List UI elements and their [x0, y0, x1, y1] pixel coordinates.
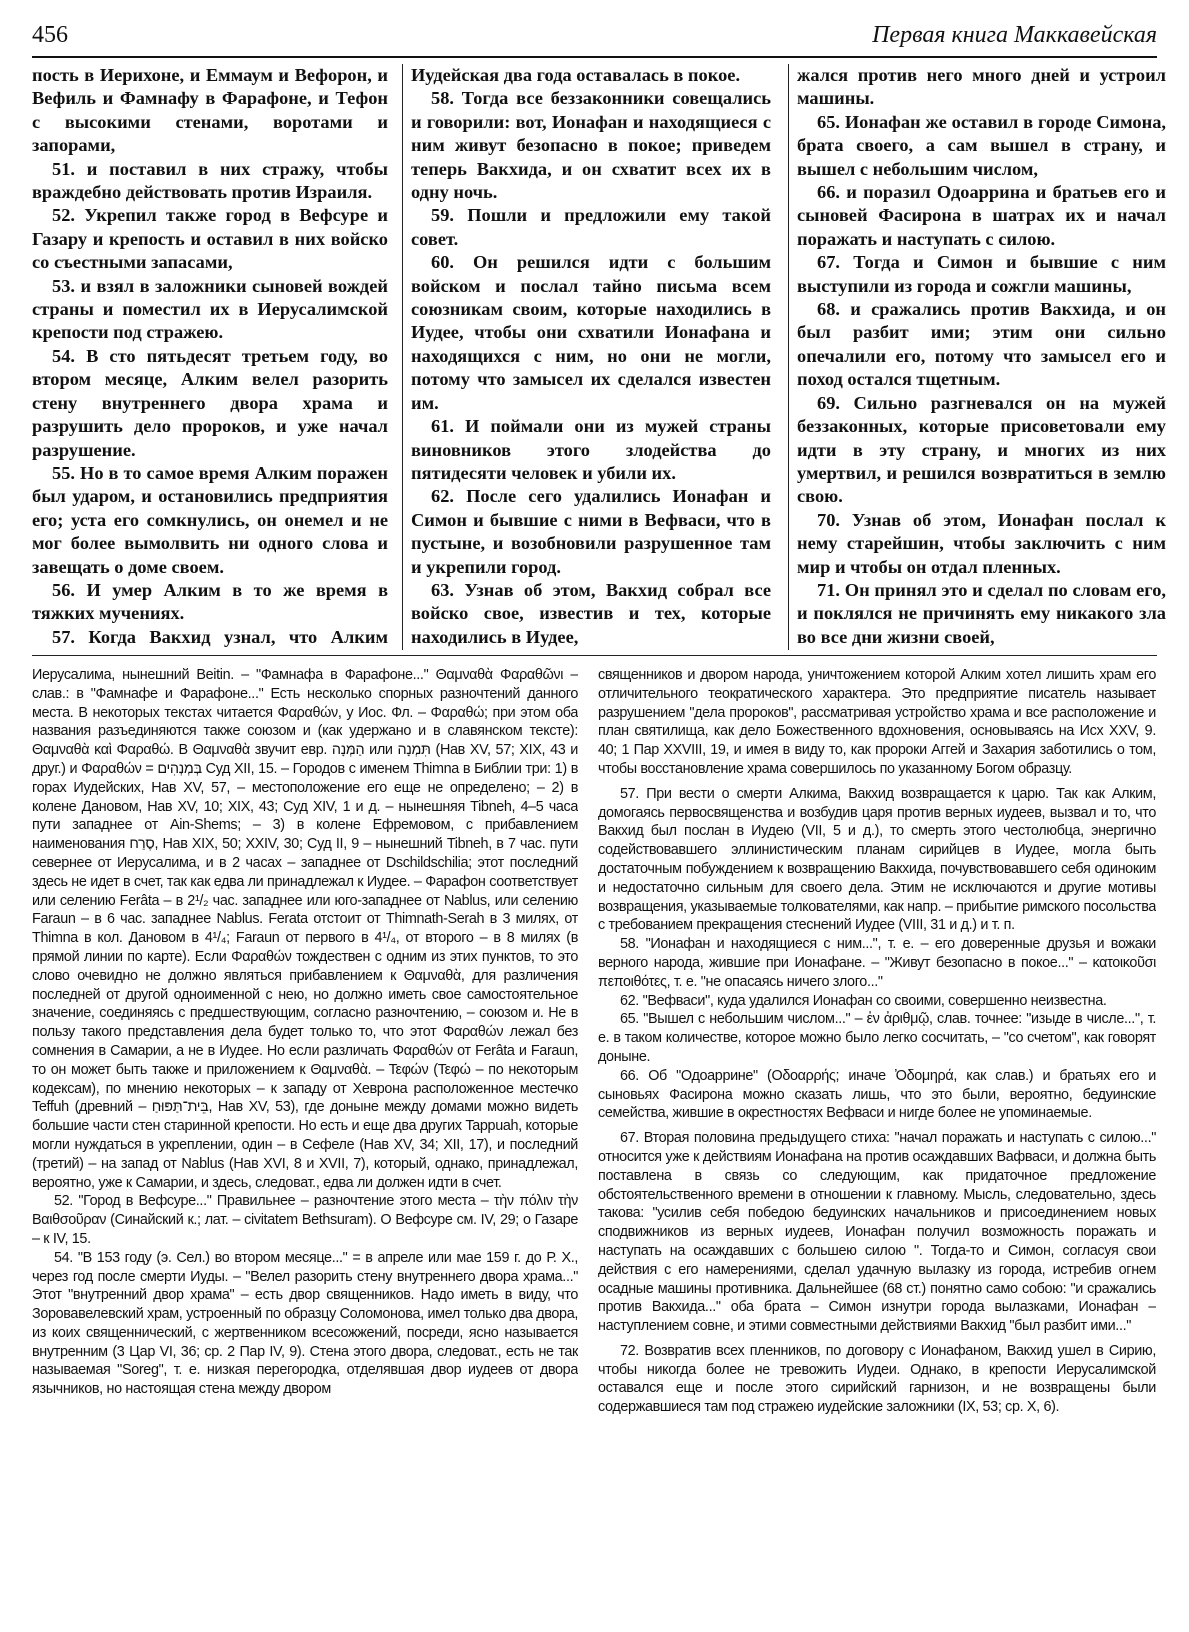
commentary-paragraph: Иерусалима, нынешний Beitin. – "Фамнафа в Фарафоне..." Θαμναθὰ Φαραθῶνι – слав.: в "Фамнафе и Фарафоне..." Есть несколько спорных разночтений данного места. В некоторых текстах читается Φαραθών, у Иос. Фл. – Φαραθώ; при этом оба названия разъединяются также союзом и (как удержано и в славянском тексте): Θαμναθὰ καὶ Φαραθώ. В Θαμναθὰ звучит евр. הַמְּנָה или תִּמְנָה (Нав XV, 57; XIX, 43 и друг.) и Φαραθών = בְּמְנְהִים Суд XII, 15. – Городов с именем Thimna в Библии три: 1) в горах Иудейских, Нав XV, 57, – местоположение его еще не определено; – 2) в колене Дановом, Нав XV, 10; XIX, 43; Суд XIV, 1 и д. – нынешняя Tibneh, 4–5 часа пути западнее от Ain-Shems; – 3) в колене Ефремовом, с прибавлением наименования סֶרַח, Нав XIX, 50; XXIV, 30; Суд II, 9 – нынешний Tibneh, в 7 час. пути севернее от Иерусалима, и в 2 часах – западнее от Dschildschilia; этот последний здесь не идет в счет, так как едва ли принадлежал к Иудее. – Фарафон соответствует или селению Ferâta – в 2¹/₂ час. западнее или юго-западнее от Nablus, или селению Faraun – в 6 час. западнее Nablus. Ferata отстоит от Thimnath-Serah в 3 милях, от Thimna в кол. Дановом в 4¹/₄; Faraun от первого в 4¹/₄, от второго – в 8 милях (в прямой линии по карте). Если Φαραθών тождествен с одним из этих пунктов, то это слово очевидно не должно являться прибавлением к Θαμναθὰ, для различения последней от другой одноименной с нею, но должно иметь свое самостоятельное значение, соединяясь с предшествующим, согласно разночтению, – союзом и. Не в пользу такого представления дела будет только то, что этот Φαραθών лежал без сомнения в Самарии, а не в Иудее. Но если различать Φαραθών от Ferâta и Faraun, то он может быть также и приложением к Θαμναθὰ. – Τεφών (Τεφώ – по некоторым кодексам), по мнению некоторых – к западу от Хеврона расположенное местечко Teffuh (древний – בֵּית־תַּפּוּחַ, Нав XV, 53), где доныне между домами можно видеть большие части стен старинной крепости. Но есть и еще два других Tappuah, которые могли нуждаться в укреплении, один – в Сефеле (Нав XV, 34; XII, 17), и последний (третий) – на запад от Nablus (Нав XVI, 8 и XVII, 7), который, однако, принадлежал, вероятно, уже к Самарии, и здесь, следоват., едва ли должен идти в счет. — [32, 667, 578, 1191]
bible-verse: 56. И умер Алким в то же время в тяжких мучениях. — [32, 579, 388, 624]
commentary-column-left — [32, 666, 578, 1626]
bible-column-1 — [32, 64, 388, 650]
bible-verse: 63. Узнав об этом, Вакхид собрал все войско свое, известив и тех, которые находились в Иудее, — [411, 579, 771, 647]
bible-verse: 61. И поймали они из мужей страны виновников этого злодейства до пятидесяти человек и убили их. — [411, 416, 771, 483]
bible-verse: 53. и взял в заложники сыновей вождей страны и поместил их в Иерусалимской крепости под стражею. — [32, 275, 388, 343]
bible-verse: 58. Тогда все беззаконники совещались и говорили: вот, Ионафан и находящиеся с ним живут безопасно в покое; приведем теперь Вакхида, и он схватит всех их в одну ночь. — [411, 88, 771, 203]
commentary-paragraph: 57. При вести о смерти Алкима, Вакхид возвращается к царю. Так как Алким, домогаясь первосвященства и возбудив царя против верных иудеев, вызвал и то, что Вакхид был послан в Иудею (VII, 5 и д.), то смерть этого честолюбца, энергично содействовавшего эллинистическим планам сирийцев в Иудее, могла быть достаточным побуждением к возвращению Вакхида, почувствовавшего себя одиноким и недостаточно сильным для своего дела. Этим не исключаются и другие мотивы возвращения, указываемые толкователями, как напр. – прибытие римского посольства с требованием прекращения стеснений Иудее (VIII, 31 и д.) и т. п. — [598, 785, 1156, 934]
running-title: Первая книга Маккавейская — [872, 22, 1157, 48]
bible-verse: 54. В сто пятьдесят третьем году, во втором месяце, Алким велел разорить стену внутреннего двора храма и разрушить дело пророков, и уже начал разрушение. — [32, 345, 388, 460]
bible-verse: 59. Пошли и предложили ему такой совет. — [411, 205, 771, 249]
commentary-paragraph: 62. "Вефваси", куда удалился Ионафан со своими, совершенно неизвестна. — [620, 992, 1107, 1009]
bible-verse: 71. Он принял это и сделал по словам его, и поклялся не причинять ему никакого зла во все дни жизни своей, — [797, 579, 1166, 647]
bible-verse: 51. и поставил в них стражу, чтобы враждебно действовать против Израиля. — [32, 158, 388, 203]
commentary-paragraph: 52. "Город в Вефсуре..." Правильнее – разночтение этого места – τὴν πόλιν τὴν Βαιθσοῦραν (Синайский к.; лат. – civitatem Bethsuram). О Вефсуре см. IV, 29; о Газаре – к IV, 15. — [32, 1193, 578, 1247]
bible-verse: жался против него много дней и устроил машины. — [797, 65, 1166, 109]
bible-column-2 — [402, 64, 771, 650]
bible-column-3 — [788, 64, 1166, 650]
bible-verse: 55. Но в то самое время Алким поражен был ударом, и остановились предприятия его; уста его сомкнулись, он онемел и не мог более вымолвить ни одного слова и завещать о доме своем. — [32, 462, 388, 577]
bible-verse — [411, 649, 771, 650]
bible-verse: 57. Когда Вакхид узнал, что Алким — [52, 626, 388, 647]
page-header — [32, 22, 1157, 58]
commentary-paragraph: 58. "Ионафан и находящиеся с ним...", т. е. – его доверенные друзья и вожаки верного народа, жившие при Ионафане. – "Живут безопасно в покое..." – κατοικοῦσι πεποιθότες, т. е. "не опасаясь ничего злого..." — [598, 936, 1156, 990]
bible-verse: 62. После сего удалились Ионафан и Симон и бывшие с ними в Вефваси, что в пустыне, и возобновили разрушенное там и укрепили город. — [411, 486, 771, 577]
commentary-paragraph: 65. "Вышел с небольшим числом..." – ἐν ἀριθμῷ, слав. точнее: "изыде в числе...", т. е. в таком количестве, которое можно было легко сосчитать, – "со счетом", как говорят доныне. — [598, 1011, 1156, 1065]
bible-verse: 66. и поразил Одоаррина и братьев его и сыновей Фасирона в шатрах их и начал поражать и наступать с силою. — [797, 182, 1166, 249]
bible-verse: 69. Сильно разгневался он на мужей беззаконных, которые присоветовали ему идти в эту страну, и многих из них умертвил, и решился возвратиться в землю свою. — [797, 392, 1166, 507]
bible-verse: 52. Укрепил также город в Вефсуре и Газару и крепость и оставил в них войско со съестными запасами, — [32, 205, 388, 273]
bible-verse: 65. Ионафан же оставил в городе Симона, брата своего, а сам вышел в страну, и вышел с небольшим числом, — [797, 111, 1166, 179]
bible-verse: 67. Тогда и Симон и бывшие с ним выступили из города и сожгли машины, — [797, 252, 1166, 296]
commentary-column-right — [598, 666, 1156, 1626]
bible-verse: 68. и сражались против Вакхида, и он был разбит ими; этим они сильно опечалили его, потому что замысел его и поход остался тщетным. — [797, 299, 1166, 390]
bible-verse: 70. Узнав об этом, Ионафан послал к нему старейшин, чтобы заключить с ним мир и чтобы он отдал пленных. — [797, 509, 1166, 577]
commentary-paragraph: 67. Вторая половина предыдущего стиха: "начал поражать и наступать с силою..." относится уже к действиям Ионафана на против осаждавших Вафваси, и должна быть поставлена в связь со следующим, как придаточное предложение обстоятельственного времени в отношении к главному. Мысль, следовательно, здесь такова: "усилив себя победою бедуинских начальников и присоединением новых сподвижников из верных иудеев, Ионафан получил возможность поражать и наступать на осаждавших с большею силою ". Тогда-то и Симон, согласуя свои действия с его намерениями, сделал удачную вылазку из города, истребив огнем осадные машины противника. Дальнейшее (68 ст.) понятно само собою: "и сражались против Вакхида..." оба брата – Симон изнутри города вылазками, Ионафан – наступлением совне, и этими совместными действиями Вакхид "был разбит ими..." — [598, 1130, 1156, 1335]
section-divider — [32, 655, 1157, 656]
commentary-paragraph: священников и двором народа, уничтожением которой Алким хотел лишить храм его отличительного теократического характера. Это предприятие писатель называет разрушением "дела пророков", рассматривая устройство храма и все расположение и план святилища, как дело Божественного вдохновения, основываясь на Исх XXV, 9. 40; 1 Пар XXVIII, 19, и имея в виду то, как пророки Аггей и Захария заботились о том, чтобы восстановление храма совершилось по указанному Богом образцу. — [598, 667, 1156, 777]
commentary-paragraph: 72. Возвратив всех пленников, по договору с Ионафаном, Вакхид ушел в Сирию, чтобы никогда более не тревожить Иудеи. Однако, в крепости Иерусалимской оставался еще и после этого сирийский гарнизон, и не возвращены были содержавшиеся там под стражею иудейские заложники (IX, 53; ср. X, 6). — [598, 1342, 1156, 1416]
bible-verse: 60. Он решился идти с большим войском и послал тайно письма всем союзникам своим, которые находились в Иудее, чтобы они схватили Ионафана и находящихся с ним, но они не могли, потому что замысел их сделался известен им. — [411, 252, 771, 413]
bible-verse — [797, 649, 1166, 650]
commentary-paragraph: 66. Об "Одоаррине" (Οδοαρρής; иначе Ὀδομηρά, как слав.) и братьях его и сыновьях Фасирона можно сказать лишь, что это были, вероятно, бедуинские семейства, жившие в окрестностях Вефваси и нигде более не упоминаемые. — [598, 1067, 1156, 1122]
bible-verse: Иудейская два года оставалась в покое. — [411, 65, 741, 85]
commentary-paragraph: 54. "В 153 году (э. Сел.) во втором месяце..." = в апреле или мае 159 г. до Р. Х., через год после смерти Иуды. – "Велел разорить стену внутреннего двора храма..." Этот "внутренний двор храма" – есть двор священников. Надо иметь в виду, что Зоровавелевский храм, устроенный по образцу Соломонова, имел только два двора, из коих священнический, с жертвенником всесожжений, посреди, ясно называется внутренним (3 Цар VI, 36; ср. 2 Пар IV, 9). Стена этого двора, следоват., есть не так называемая "Soreg", т. е. низкая перегородка, отделявшая двор иудеев от двора язычников, но настоящая стена между двором — [32, 1249, 578, 1398]
page-number: 456 — [32, 22, 68, 48]
bible-verse: пость в Иерихоне, и Еммаум и Вефорон, и Вефиль и Фамнафу в Фарафоне, и Тефон с высокими стенами, воротами и запорами, — [32, 65, 388, 156]
